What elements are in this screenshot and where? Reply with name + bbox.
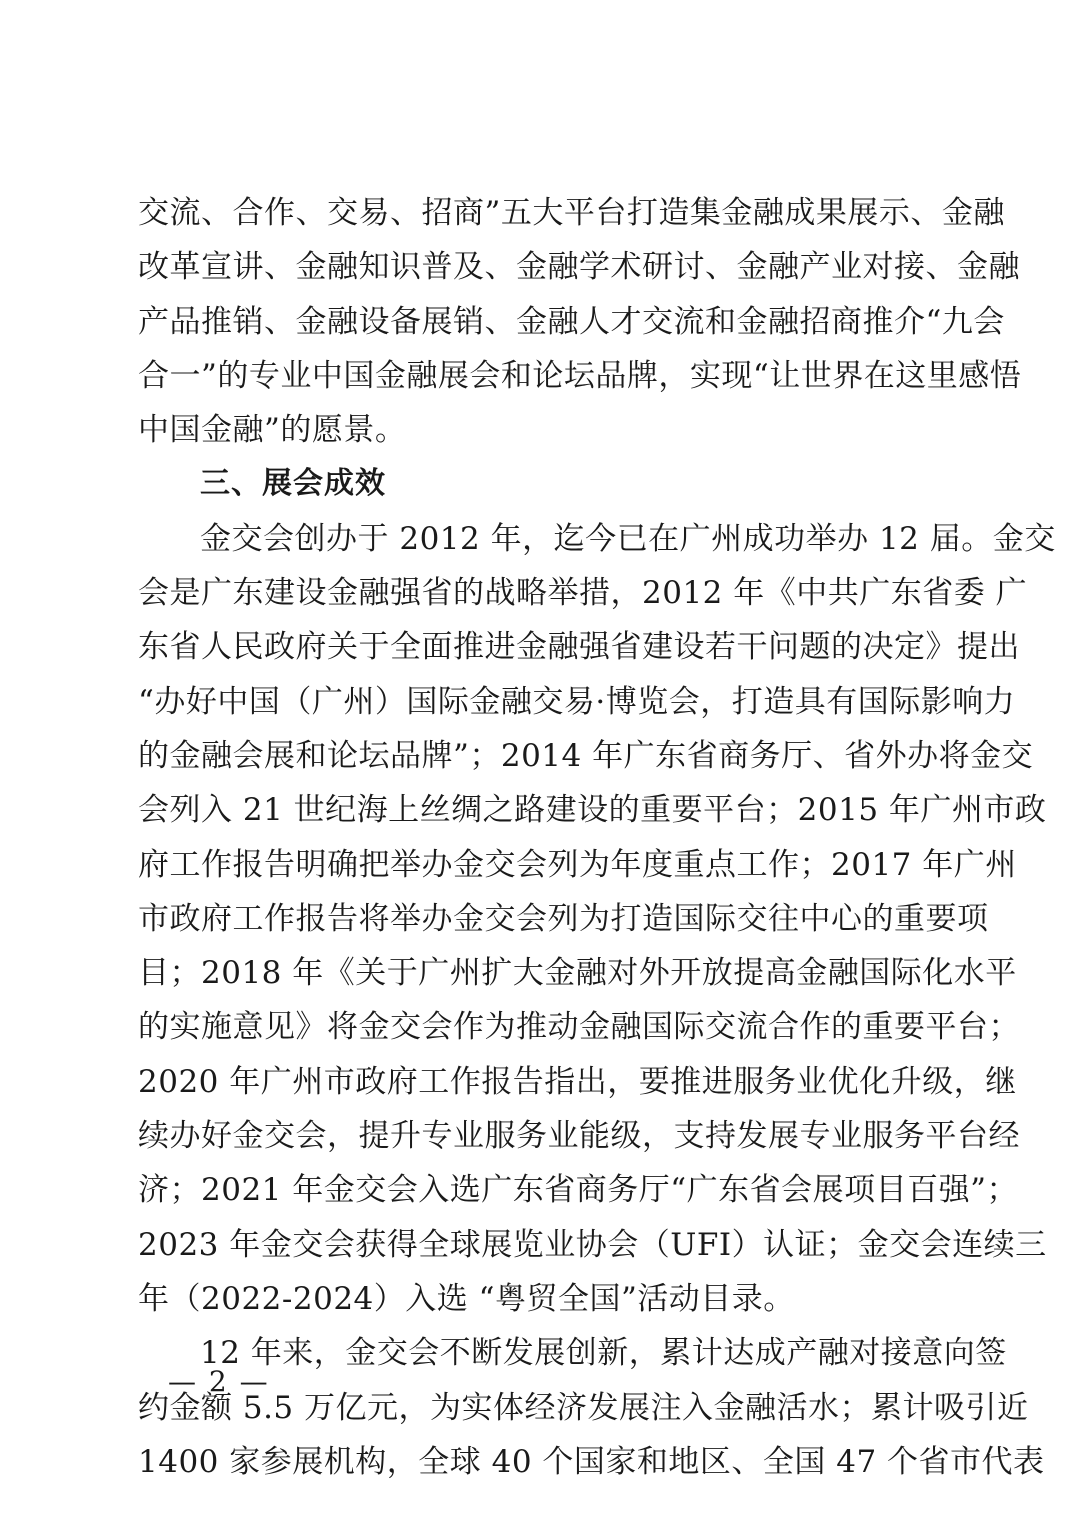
text-line: 交流、合作、交易、招商”五大平台打造集金融成果展示、金融 bbox=[138, 195, 1005, 231]
text-line: “办好中国（广州）国际金融交易·博览会，打造具有国际影响力 bbox=[138, 683, 1016, 720]
text-line: 府工作报告明确把举办金交会列为年度重点工作；2017 年广州 bbox=[138, 846, 1017, 883]
text-line: 约金额 5.5 万亿元，为实体经济发展注入金融活水；累计吸引近 bbox=[138, 1389, 1029, 1426]
text-line: 目；2018 年《关于广州扩大金融对外开放提高金融国际化水平 bbox=[138, 955, 1017, 992]
text-line: 的金融会展和论坛品牌”；2014 年广东省商务厅、省外办将金交 bbox=[138, 737, 1034, 774]
text-line: 金交会创办于 2012 年，迄今已在广州成功举办 12 届。金交 bbox=[200, 520, 1056, 557]
text-line: 市政府工作报告将举办金交会列为打造国际交往中心的重要项 bbox=[138, 900, 989, 937]
text-line: 的实施意见》将金交会作为推动金融国际交流合作的重要平台； bbox=[138, 1009, 1020, 1046]
text-line: 改革宣讲、金融知识普及、金融学术研讨、金融产业对接、金融 bbox=[138, 249, 1020, 286]
text-line: 年（2022-2024）入选 “粤贸全国”活动目录。 bbox=[138, 1280, 795, 1317]
text-line: 续办好金交会，提升专业服务业能级，支持发展专业服务平台经 bbox=[138, 1118, 1020, 1155]
text-line: 2023 年金交会获得全球展览业协会（UFI）认证；金交会连续三 bbox=[138, 1226, 1047, 1263]
text-line: 会是广东建设金融强省的战略举措，2012 年《中共广东省委 广 bbox=[138, 575, 1028, 612]
section-heading: 三、展会成效 bbox=[200, 466, 386, 502]
text-line: 中国金融”的愿景。 bbox=[138, 412, 407, 449]
text-line: 济；2021 年金交会入选广东省商务厅“广东省会展项目百强”； bbox=[138, 1172, 1018, 1209]
text-line: 12 年来，金交会不断发展创新，累计达成产融对接意向签 bbox=[200, 1335, 1007, 1372]
text-line: 会列入 21 世纪海上丝绸之路建设的重要平台；2015 年广州市政 bbox=[138, 792, 1047, 829]
text-line: 2020 年广州市政府工作报告指出，要推进服务业优化升级，继 bbox=[138, 1063, 1017, 1100]
text-line: 东省人民政府关于全面推进金融强省建设若干问题的决定》提出 bbox=[138, 629, 1020, 666]
text-line: 合一”的专业中国金融展会和论坛品牌，实现“让世界在这里感悟 bbox=[138, 357, 1022, 394]
text-line: 产品推销、金融设备展销、金融人才交流和金融招商推介“九会 bbox=[138, 303, 1005, 340]
page-number: — 2 — bbox=[168, 1365, 270, 1398]
document-body bbox=[138, 186, 1056, 1489]
text-line: 1400 家参展机构，全球 40 个国家和地区、全国 47 个省市代表 bbox=[138, 1443, 1045, 1480]
